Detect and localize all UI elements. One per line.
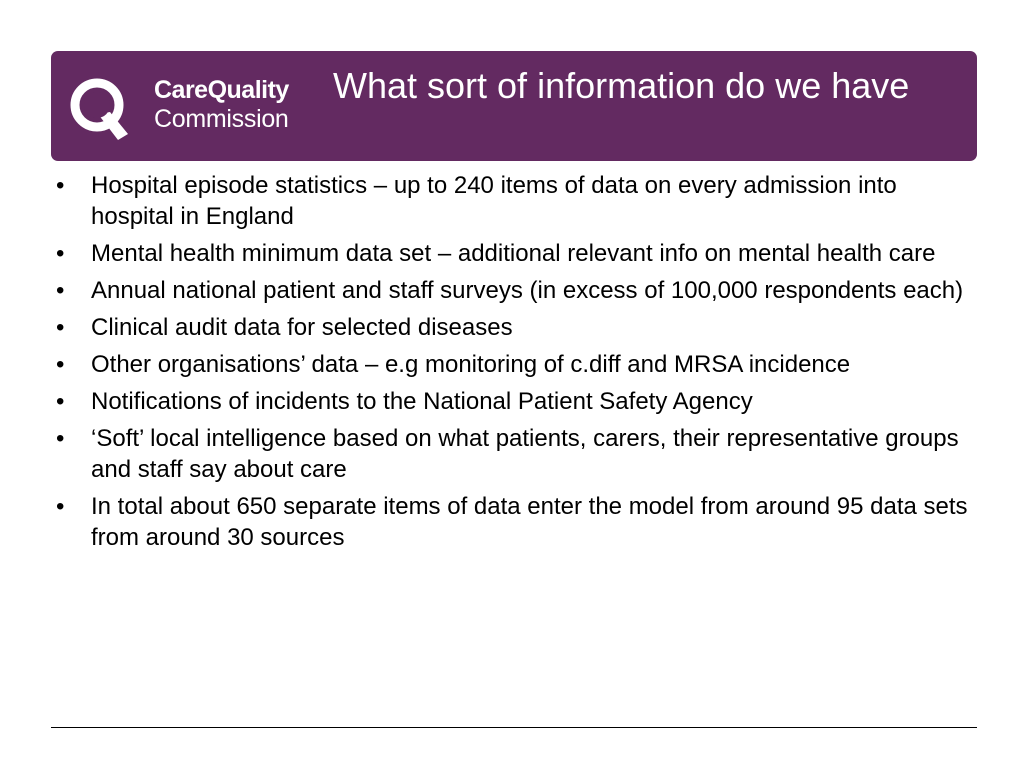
logo-text-carequality: CareQuality <box>154 76 289 104</box>
logo-text-commission: Commission <box>154 105 289 133</box>
bullet-text: Clinical audit data for selected diseases <box>91 314 513 341</box>
bullet-dot: • <box>56 240 65 267</box>
slide-title: What sort of information do we have <box>333 65 910 106</box>
bullet-dot: • <box>56 425 65 452</box>
header-banner <box>51 51 977 161</box>
bullet-dot: • <box>56 351 65 378</box>
bullet-item <box>51 238 981 269</box>
bullet-item <box>51 170 981 232</box>
bullet-item <box>51 386 981 417</box>
bullet-dot: • <box>56 493 65 520</box>
bullet-item <box>51 312 981 343</box>
bullet-dot: • <box>56 172 65 199</box>
bullet-item <box>51 349 981 380</box>
bullet-item <box>51 423 981 485</box>
footer-divider <box>51 727 977 728</box>
bullet-text: ‘Soft’ local intelligence based on what patients, carers, their representative groups and staff say about care <box>91 425 959 483</box>
bullet-dot: • <box>56 314 65 341</box>
bullet-text: Other organisations’ data – e.g monitoring of c.diff and MRSA incidence <box>91 351 851 378</box>
bullet-text: Hospital episode statistics – up to 240 items of data on every admission into hospital in England <box>91 172 897 230</box>
cqc-q-logo-icon <box>68 74 132 146</box>
cqc-logo <box>68 74 308 144</box>
bullet-dot: • <box>56 277 65 304</box>
bullet-text: Annual national patient and staff surveys (in excess of 100,000 respondents each) <box>91 277 964 304</box>
bullet-text: In total about 650 separate items of data enter the model from around 95 data sets from around 30 sources <box>91 493 968 551</box>
bullet-text: Mental health minimum data set – additional relevant info on mental health care <box>91 240 936 267</box>
bullet-text: Notifications of incidents to the National Patient Safety Agency <box>91 388 753 415</box>
bullet-dot: • <box>56 388 65 415</box>
bullet-item <box>51 491 981 553</box>
bullet-item <box>51 275 981 306</box>
bullet-list <box>51 170 981 559</box>
